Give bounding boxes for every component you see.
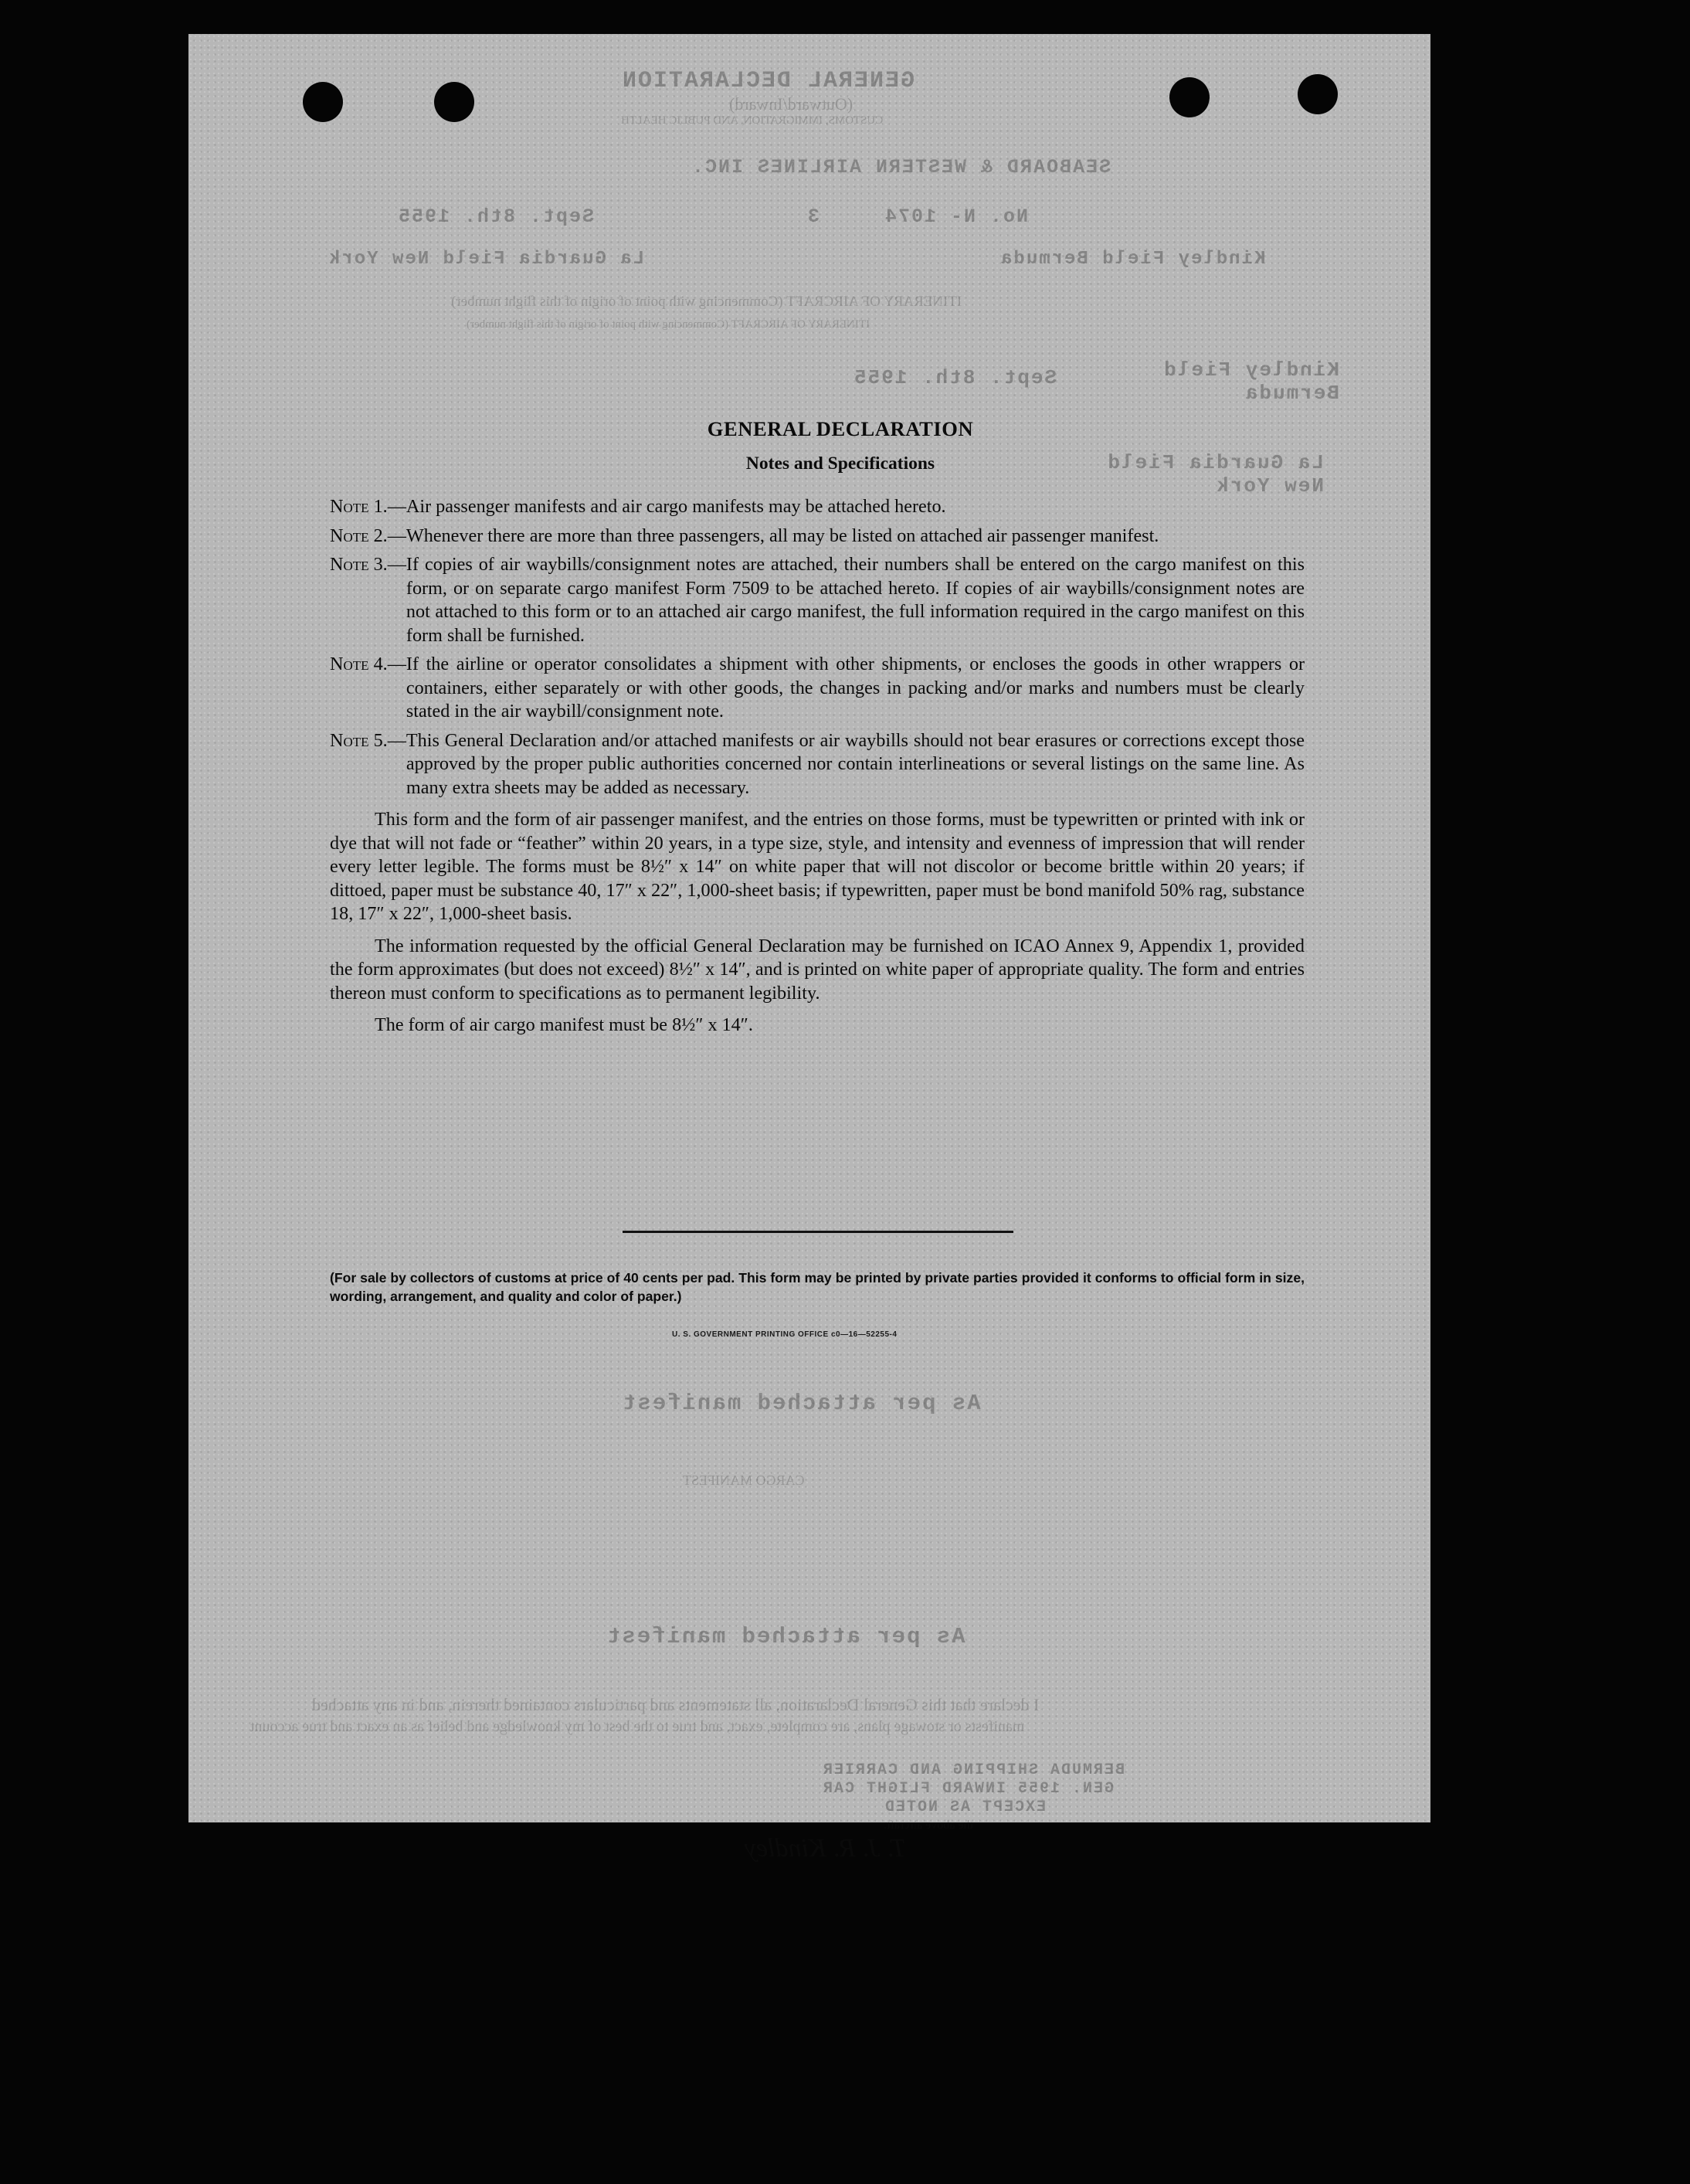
horizontal-rule <box>623 1231 1013 1233</box>
note-2-label: Note 2.— <box>330 525 406 546</box>
punch-hole-right-2 <box>1298 74 1338 114</box>
note-4-label: Note 4.— <box>330 654 406 674</box>
showthrough-stamp-1: BERMUDA SHIPPING AND CARRIER <box>822 1761 1125 1779</box>
note-2 <box>330 525 1305 549</box>
sale-notice: (For sale by collectors of customs at price of 40 cents per pad. This form may be printed by private parties provided it conforms to official form in size, wording, arrangement, and quality and color of paper.) <box>330 1270 1305 1304</box>
showthrough-date-1: Sept. 8th. 1955 <box>853 366 1057 389</box>
note-5-text: This General Declaration and/or attached manifests or air waybills should not bear erasures or corrections except those approved by the proper public authorities concerned nor contain interlineations or several listings on the same line. As many extra sheets may be added as necessary. <box>406 729 1305 798</box>
notes-and-specifications <box>330 417 1305 1038</box>
showthrough-arrival-place: La Guardia Field New York <box>327 249 645 270</box>
showthrough-declaration-1: I declare that this General Declaration, all statements and particulars contained therein, and in any attached <box>312 1695 1040 1714</box>
showthrough-form-subtitle: (Outward/Inward) <box>729 94 853 114</box>
paragraph-cargo-manifest-size: The form of air cargo manifest must be 8½″ x 14″. <box>375 1014 753 1035</box>
showthrough-date: Sept. 8th. 1955 <box>397 205 595 228</box>
showthrough-flight-no: 3 <box>806 205 820 228</box>
showthrough-departure-place: Kindley Field Bermuda <box>999 249 1266 270</box>
punch-hole-right-1 <box>1169 77 1210 117</box>
showthrough-registration: No. N- 1074 <box>884 205 1029 228</box>
page-title: GENERAL DECLARATION <box>707 417 974 440</box>
page-subtitle: Notes and Specifications <box>745 453 935 474</box>
showthrough-operator: SEABOARD & WESTERN AIRLINES INC. <box>691 156 1111 178</box>
note-1-text: Air passenger manifests and air cargo manifests may be attached hereto. <box>406 496 946 517</box>
showthrough-cargo-manifest-heading: CARGO MANIFEST <box>683 1472 805 1488</box>
showthrough-itinerary-heading: ITINERARY OF AIRCRAFT (Commencing with point of origin of this flight number) <box>451 294 962 310</box>
note-5-label: Note 5.— <box>330 729 406 751</box>
showthrough-declaration-2: manifests or stowage plans, are complete, exact, and true to the best of my knowledge and belief as an exact and true account <box>250 1718 1025 1735</box>
showthrough-as-per-manifest-2: As per attached manifest <box>606 1624 965 1649</box>
showthrough-as-per-manifest-1: As per attached manifest <box>621 1391 981 1416</box>
punch-hole-left-1 <box>303 82 343 122</box>
note-1 <box>330 495 1305 519</box>
showthrough-stamp-2: GEN. 1955 INWARD FLIGHT CAR <box>822 1780 1115 1798</box>
showthrough-form-title: GENERAL DECLARATION <box>621 68 915 94</box>
note-5 <box>330 729 1305 800</box>
punch-hole-left-2 <box>434 82 474 122</box>
note-3 <box>330 553 1305 647</box>
showthrough-stamp-3: EXCEPT AS NOTED <box>884 1798 1047 1816</box>
showthrough-signature: T. J. R. Kindley <box>745 1834 906 1863</box>
note-3-label: Note 3.— <box>330 554 406 575</box>
note-4 <box>330 653 1305 724</box>
showthrough-itinerary-heading-2: ITINERARY OF AIRCRAFT (Commencing with point of origin of this flight number) <box>467 318 870 331</box>
note-2-text: Whenever there are more than three passengers, all may be listed on attached air passenger manifest. <box>406 525 1159 546</box>
showthrough-agency-line: CUSTOMS, IMMIGRATION, AND PUBLIC HEALTH <box>621 114 884 127</box>
note-1-label: Note 1.— <box>330 496 406 517</box>
showthrough-the-above-aircraft: the above aircraft. <box>884 1819 973 1832</box>
paragraph-icao-annex: The information requested by the official General Declaration may be furnished on ICAO Annex 9, Appendix 1, provided the form approximates (but does not exceed) 8½″ x 14″, and is printed on white paper of appropriate quality. The form and entries thereon must conform to specifications as to permanent legibility. <box>330 935 1305 1004</box>
showthrough-place-1: Kindley Field Bermuda <box>1162 358 1339 405</box>
note-4-text: If the airline or operator consolidates a shipment with other shipments, or encloses the goods in other wrappers or containers, either separately or with other goods, the changes in packing and/or marks and numbers must be clearly stated in the air waybill/consignment note. <box>406 654 1305 722</box>
paragraph-paper-requirements: This form and the form of air passenger manifest, and the entries on those forms, must be typewritten or printed with ink or dye that will not fade or “feather” within 20 years, in a type size, style, and intensity and evenness of impression that will render every letter legible. The forms must be 8½″ x 14″ on white paper that will not discolor or become brittle within 20 years; if dittoed, paper must be substance 40, 17″ x 22″, 1,000-sheet basis; if typewritten, paper must be bond manifold 50% rag, substance 18, 17″ x 22″, 1,000-sheet basis. <box>330 809 1305 924</box>
showthrough-place-2: La Guardia Field New York <box>1106 451 1324 498</box>
printer-imprint: U. S. GOVERNMENT PRINTING OFFICE c0—16—52255-4 <box>672 1330 898 1339</box>
note-3-text: If copies of air waybills/consignment notes are attached, their numbers shall be entered on the cargo manifest on this form, or on separate cargo manifest Form 7509 to be attached hereto. If copies of air waybills/consignment notes are not attached to this form or to an attached air cargo manifest, the full information required in the cargo manifest on this form shall be furnished. <box>406 554 1305 646</box>
